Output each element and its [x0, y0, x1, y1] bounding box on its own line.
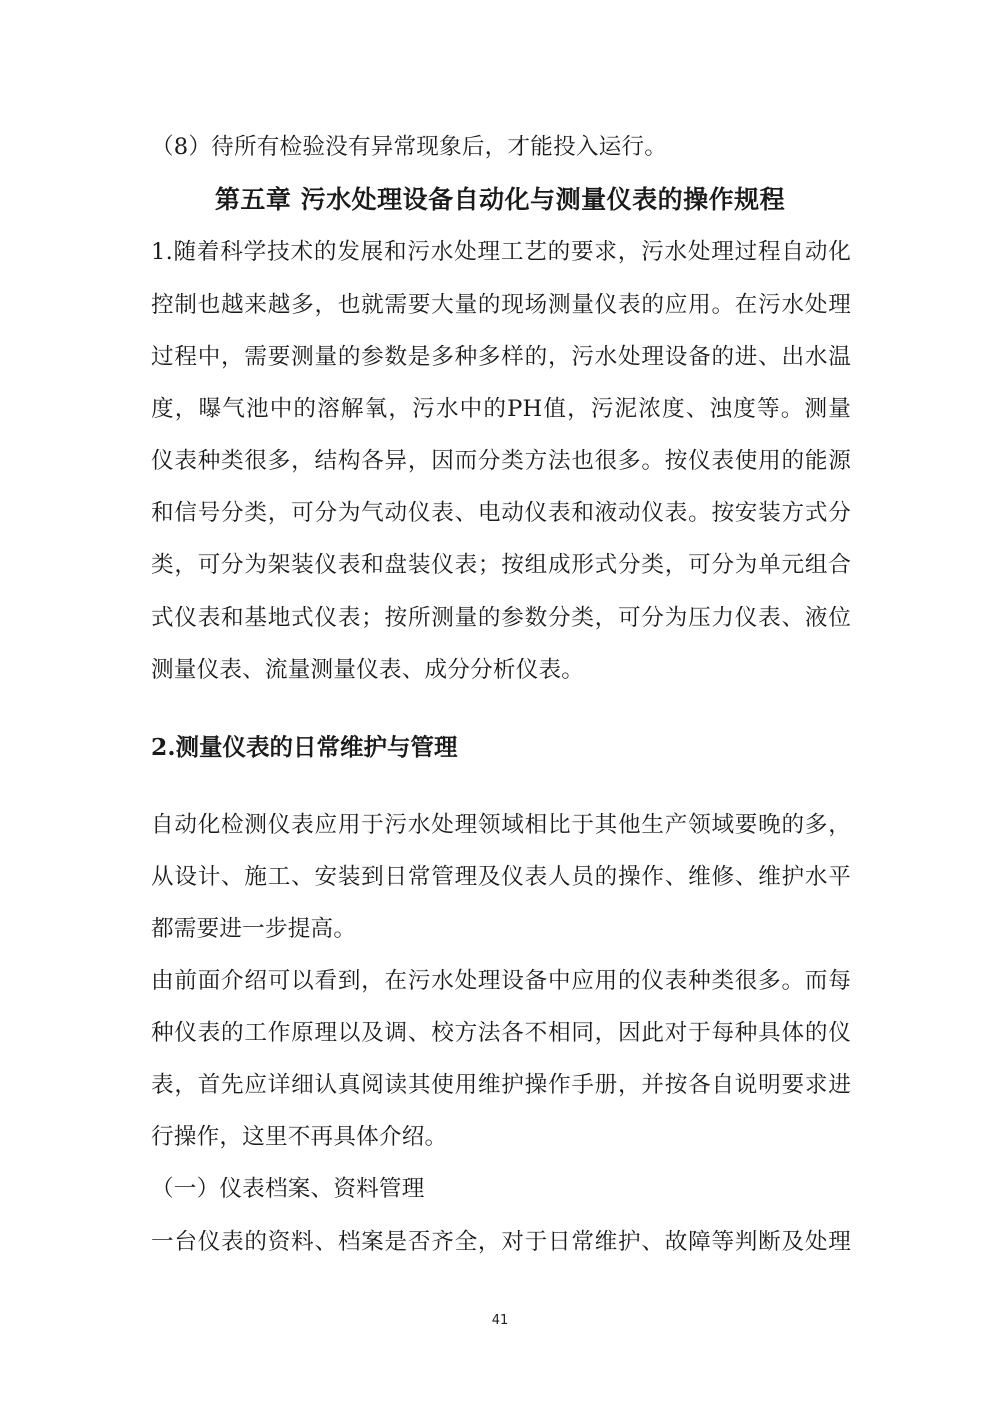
paragraph-line: 仪表种类很多，结构各异，因而分类方法也很多。按仪表使用的能源: [151, 448, 851, 474]
paragraph-line: 和信号分类，可分为气动仪表、电动仪表和液动仪表。按安装方式分: [151, 500, 851, 526]
paragraph-line: 都需要进一步提高。: [151, 916, 357, 942]
paragraph-line: 1.随着科学技术的发展和污水处理工艺的要求，污水处理过程自动化: [151, 239, 851, 265]
paragraph-line: 种仪表的工作原理以及调、校方法各不相同，因此对于每种具体的仪: [151, 1020, 851, 1046]
subsection-heading: （一）仪表档案、资料管理: [151, 1176, 425, 1202]
paragraph-line: 行操作，这里不再具体介绍。: [151, 1124, 448, 1150]
paragraph-line: 式仪表和基地式仪表；按所测量的参数分类，可分为压力仪表、液位: [151, 605, 851, 631]
chapter-title: 第五章 污水处理设备自动化与测量仪表的操作规程: [214, 185, 786, 214]
paragraph-line: 度，曝气池中的溶解氧，污水中的PH值，污泥浓度、浊度等。测量: [151, 396, 851, 422]
section-2-heading: 2.测量仪表的日常维护与管理: [151, 733, 458, 761]
paragraph-line: 类，可分为架装仪表和盘装仪表；按组成形式分类，可分为单元组合: [151, 552, 851, 578]
paragraph-line: 过程中，需要测量的参数是多种多样的，污水处理设备的进、出水温: [151, 344, 851, 370]
paragraph-line: 测量仪表、流量测量仪表、成分分析仪表。: [151, 657, 585, 683]
paragraph-line: 由前面介绍可以看到，在污水处理设备中应用的仪表种类很多。而每: [151, 968, 851, 994]
paragraph-line: 从设计、施工、安装到日常管理及仪表人员的操作、维修、维护水平: [151, 864, 851, 890]
paragraph-line: 表，首先应详细认真阅读其使用维护操作手册，并按各自说明要求进: [151, 1072, 851, 1098]
paragraph-line: 一台仪表的资料、档案是否齐全，对于日常维护、故障等判断及处理: [151, 1229, 851, 1255]
intro-line: （8）待所有检验没有异常现象后，才能投入运行。: [151, 134, 668, 160]
page-number: 41: [491, 1313, 509, 1328]
paragraph-line: 自动化检测仪表应用于污水处理领域相比于其他生产领域要晚的多，: [151, 812, 851, 838]
paragraph-line: 控制也越来越多，也就需要大量的现场测量仪表的应用。在污水处理: [151, 292, 851, 318]
